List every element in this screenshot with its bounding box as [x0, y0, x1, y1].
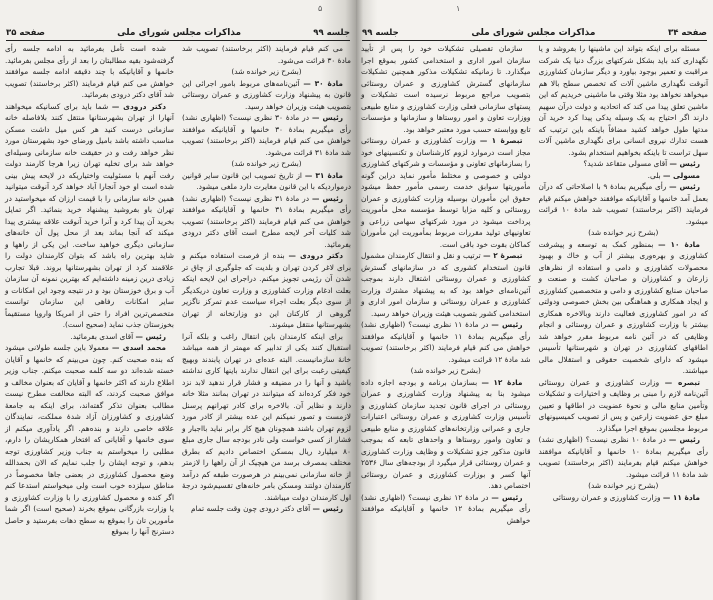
- paragraph-text: بلی.: [647, 170, 664, 180]
- speaker-label: مادهٔ ۳۰ —: [303, 78, 343, 88]
- paragraph-text: رأی میگیریم بمادهٔ ۹ با اصلاحاتی که درآن بعمل آمد خانمها و آقایانیکه موافقند خواهش میکنم قیام فرمایند (اکثر برخاستند) تصویب شد مادهٔ ۱۰ قرائت میشود.: [538, 182, 709, 226]
- speaker-label: رئیس —: [668, 435, 700, 444]
- paragraph-text: آئین‌نامه‌های مربوط بامور اجرائی این قانون به پیشنهاد وزارت کشاورزی و عمران روستائی بتصویب هیئت وزیران خواهد رسید.: [182, 78, 351, 111]
- page-header: [362, 24, 707, 41]
- stage-direction: [182, 158, 351, 170]
- speaker-paragraph: [182, 250, 351, 331]
- paragraph-text: (بشرح زیر خوانده شد): [588, 228, 659, 237]
- speaker-label: دکتر درودی —: [111, 101, 167, 111]
- stage-direction: [539, 480, 709, 492]
- speaker-paragraph: [539, 170, 709, 182]
- session-number: جلسه ۹۹: [313, 28, 350, 38]
- stage-direction: [182, 66, 351, 78]
- text-column: [539, 43, 709, 526]
- speaker-label: رئیس —: [312, 504, 343, 513]
- paragraph-text: سازمان تفصیلی تشکیلات خود را پس از تأیید سازمان امور اداری و استخدامی کشور بموقع اجرا میگذارد. تا زمانیکه تشکیلات مذکور همچنین تشکیلات سازمانهای گسترش کشاورزی و عمران روستائی بتصویب مراجع مربوط نرسیده است تشکیلات و پستهای سازمانی فعلی وزارت کشاورزی و منابع طبیعی ووزارت تعاون و امور روستاها و سازمانها و مؤسسات تابع ووابسته حسب مورد معتبر خواهد بود.: [361, 44, 531, 134]
- text-column: [5, 43, 174, 538]
- paragraph-text: وزارت کشاورزی و عمران روستائی مجاز است درموارد لزوم کارشناسان و تکنسینهای خود را بسازمانهای تعاونی و مؤسسات و شرکتهای کشاورزی دولتی و خصوصی و مختلط مأمور نماید دراین گونه مأموریتها سوابق خدمت رسمی مأمور حفظ میشود حقوق این مأموران بوسیله وزارت کشاورزی و عمران روستائی و کلیه مزایا توسط مؤسسه محل مأموریت پرداخت میشود در مورد شرکتهای سهامی زراعی و تعاونیهای تولید مقررات مربوط بمأموریت این مأموران کماکان بقوت خود باقی است.: [361, 136, 531, 249]
- paragraph-text: بمنظور کمک به توسعه و پیشرفت کشاورزی و بهره‌وری بیشتر از آب و خاك و بهبود محصولات کشاورزی و دامی و استفاده از نظرهای زارعان و کشاورزان و صاحبان کشت و صنعت و صاحبان صنایع کشاورزی و دامی و متخصصین کشاورزی و ایجاد همکاری و هماهنگی بین بخش خصوصی ودولتی که در امور کشاورزی فعالیت دارند وبالاخره همکاری بیشتر با وزارت کشاورزی و عمران روستائی و انجام وظایفی که در آئین نامه مربوط مقرر خواهد شد اطاقهای کشاورزی در تهران و شهرستانها تأسیس میشود که دارای شخصیت حقوقی و استقلال مالی میباشند.: [538, 239, 708, 375]
- paragraph-text: می کنم قیام فرمایند (اکثر برخاستند) تصویب شد مادهٔ ۳۰ قرائت می‌شود.: [182, 44, 351, 65]
- running-title: مذاکرات مجلس شورای ملی: [117, 28, 242, 38]
- paragraph: [182, 331, 351, 504]
- paragraph-text: وزارت کشاورزی و عمران روستائی آئین‌نامه لازم را مبنی بر وظایف و اختیارات و تشکیلات وتأمین منابع مالی و نحوهٔ عضویت در اطاقها و تعیین مبلغ حق عضویت زارعین و پس از تصویب کمیسیونهای مربوط مجلسین بموقع اجرا میگذارد.: [538, 377, 708, 433]
- speaker-label: رئیس —: [311, 193, 343, 203]
- page-number: صفحه ۳۴: [668, 28, 707, 38]
- speaker-paragraph: [182, 503, 351, 515]
- speaker-paragraph: [5, 342, 174, 538]
- speaker-label: مسولی —: [663, 170, 700, 180]
- text-column: [361, 43, 531, 526]
- speaker-paragraph: [361, 319, 531, 365]
- paragraph-text: در مادهٔ ۳۰ نظری نیست؟ (اظهاری نشد) رأی میگیریم بمادهٔ ۳۰ خانمها و آقایانیکه موافقند خواهش می کنم قیام فرمایند (اکثر برخاستند) تصویب شد مادهٔ ۳۱ قرائت می‌شود.: [182, 113, 351, 157]
- page-number: صفحه ۳۵: [6, 28, 45, 38]
- paragraph-text: بنده از فرصت استفاده میکنم و برای لاغر کردن تهران و بلدیت که جلوگیری از چاق تر شدن آن رژیمی تجویز میکنم. دراجرای این لایحه اینکه بعلت ادغام وزارت کشاورزی و وزارت تعاون دریکدیگر از سوی دیگر بعلت اجراء سیاست عدم تمرکز ناگزیر گروهی از کارکنان این دو وزارتخانه از تهران بشهرستانها منتقل میشوند.: [182, 251, 351, 329]
- text-column: [182, 43, 351, 538]
- paragraph-text: در مادهٔ ۱۲ نظری نیست؟ (اظهاری نشد) رأی میگیریم بمادهٔ ۱۲ خانمها و آقایانیکه موافقند خواهش: [361, 492, 531, 525]
- paragraph: [361, 43, 531, 135]
- speaker-paragraph: [539, 181, 709, 227]
- speaker-paragraph: [182, 193, 351, 251]
- speaker-label: مادهٔ ۱۱ —: [662, 492, 700, 502]
- speaker-label: تبصرهٔ ۲ —: [483, 251, 523, 260]
- paragraph-text: مسئله برای اینکه بتواند این ماشینها را بفروشد و یا نگهداری کند باید بشکل شرکتهای بزرگ دنیا یک شرکت مراقبت و تعمیر بوجود بیاورد و دیگر سازمان کشاورزی آنوقت نگهداری ماشین آلات که تخصص سطح بالا هم میخواهد نخواهد بود مثلا وقتی ما ماشینی خریدیم که این ماشین تعلق پیدا می کند که اتحادیه و دولت درآن سهیم دارند اگر احتیاج به یک وسیله یدکی پیدا کرد خرید آن مدتها طول خواهد کشید مضافاً باینکه باین ترتیب که هست تدارك نیروی انسانی برای نگهداری ماشین آلات سهل تراست تا باینکه بخواهیم استخدام بشود.: [538, 44, 708, 157]
- page-folio-mark: ۱: [456, 4, 461, 13]
- session-number: جلسه ۹۹: [362, 28, 399, 38]
- right-page: [356, 0, 713, 600]
- speaker-label: دکتر درودی —: [288, 251, 343, 260]
- page-folio-mark: ۵: [318, 4, 323, 13]
- speaker-label: تبصره —: [664, 377, 701, 387]
- paragraph-text: ترتیب و نقل و انتقال کارمندان مشمول قانون استخدام کشوری که در سازمانهای گسترش کشاورزی و عمران روستائی اشتغال دارند بموجب آئین‌نامه‌ای خواهد بود که به پیشنهاد مشترك وزارت کشاورزی و عمران روستائی و سازمان امور اداری و استخدامی کشور بتصویب هیئت وزیران خواهد رسید.: [361, 251, 531, 318]
- text-columns: [5, 43, 351, 538]
- speaker-label: مادهٔ ۱۰ —: [658, 239, 700, 249]
- speaker-paragraph: [361, 250, 531, 319]
- paragraph-text: معمولا باین جلسه طولانی میشود که بنده صحبت کنم. چون می‌بینم که خانمها و آقایان خسته شده‌اند دو سه کلمه صحبت میکنم. جناب وزیر اطلاع دارند که اکثر خانمها و آقایان که بعنوان مخالف و موافق صحبت کردند، که البته مخالفت مطرح نیست مطالب بعنوان تذکر گفته‌اند، برای اینکه به جامعهٔ کشاورزی و کشاورزان آزاد شدهٔ مملکت، نمایندگان علاقه خاصی دارند و بنده‌هم. اگر یادآوری میکنم از سوی خانمها و آقایانی که افتخار همکاریشان را دارم، مطلبی را میخواستم به جناب وزیر کشاورزی توجه بدهم، و توجه ایشان را جلب نمایم که الان بحمدالله وضع محصول کشاورزی در بعضی جاها مخصوصاً در مناطق سیلزده خوب است ولی میخواستم استدعا کنم اگر کنده و محصول کشاورزی را با وزارت کشاورزی و یا وزارت بازرگانی بموقع بخرند (صحیح است) اگر شما مأمورین تان را بموقع به سطح دهات بفرستید و حاصل دسترنج آنها را بموقع: [5, 343, 174, 536]
- speaker-paragraph: [5, 101, 174, 331]
- paragraph-text: در مادهٔ ۱۱ نظری نیست؟ (اظهاری نشد) رأی میگیریم بمادهٔ ۱۱ خانمها و آقایانیکه موافقند خواهش می کنم قیام فرمایند (اکثر برخاستند) تصویب شد مادهٔ ۱۲ قرائت میشود.: [361, 320, 531, 364]
- paragraph-text: شده است تأمل بفرمائید به ادامه جلسه رأی گرفته‌شود بقیه مطالبتان را بعد از رأی مجلس بفرمائید. خانمها و آقایانیکه با چند دقیقه ادامه جلسه موافقند خواهش می کنم قیام فرمایند (اکثر برخاستند) تصویب شد آقای دکتر درودی بفرمائید.: [5, 44, 174, 99]
- speaker-label: رئیس —: [491, 492, 523, 502]
- paragraph: [5, 43, 174, 101]
- speaker-paragraph: [539, 492, 709, 504]
- left-page: [0, 0, 356, 600]
- paragraph-text: در مادهٔ ۱۰ نظری نیست؟ (اظهاری نشد) رأی میگیریم بمادهٔ ۱۰ خانمها و آقایانیکه موافقند خواهش میکنم قیام بفرمایند (اکثر برخاستند) تصویب شد مادهٔ ۱۱ قرائت میشود.: [538, 435, 708, 479]
- speaker-paragraph: [182, 78, 351, 113]
- paragraph-text: (بشرح زیر خوانده شد): [231, 67, 302, 76]
- speaker-label: رئیس —: [135, 331, 166, 341]
- paragraph-text: آقای مسولی متقاعد شدید؟: [583, 159, 670, 168]
- speaker-paragraph: [5, 331, 174, 343]
- speaker-paragraph: [361, 135, 531, 250]
- paragraph-text: در مادهٔ ۳۱ نظری نیست؟ (اظهاری نشد) رأی میگیریم بمادهٔ ۳۱ خانمها و آقایانیکه موافقند خواهش می کنم قیام فرمایند (اکثر برخاستند) تصویب شد کلیات آخر لایحه مطرح است آقای دکتر درودی بفرمائید.: [182, 193, 351, 249]
- paragraph-text: (بشرح زیر خوانده شد): [588, 481, 659, 490]
- speaker-paragraph: [361, 377, 531, 492]
- speaker-label: رئیس —: [669, 182, 700, 191]
- speaker-paragraph: [182, 112, 351, 158]
- paragraph-text: (بشرح زیر خوانده شد): [410, 366, 481, 375]
- speaker-label: رئیس —: [491, 320, 523, 329]
- speaker-label: رئیس —: [311, 113, 343, 122]
- page-header: [6, 24, 350, 41]
- speaker-paragraph: [539, 239, 709, 377]
- paragraph-text: بسازمان برنامه و بودجه اجازه داده میشود بنا به پیشنهاد وزارت کشاورزی و عمران روستائی در اجرای قانون تجدید سازمان کشاورزی و تأسیس وزارت کشاورزی و عمران روستائی اعتبارات جاری و عمرانی وزارتخانه‌های کشاورزی و منابع طبیعی و تعاون وامور روستاها و واحدهای تابعه که بموجب قانون مذکور جزو تشکیلات و وظایف وزارت کشاورزی و عمران روستائی قرار میگیرد از بودجه‌های سال ۲۵۳۶ آنها کسر و بوزارت کشاورزی و عمران روستائی اختصاص دهد.: [361, 377, 531, 490]
- paragraph: [539, 43, 709, 158]
- text-columns: [361, 43, 708, 526]
- speaker-paragraph: [182, 170, 351, 193]
- paragraph-text: (بشرح زیر خوانده شد): [231, 159, 302, 168]
- paragraph: [182, 43, 351, 66]
- speaker-label: مادهٔ ۱۲ —: [481, 377, 523, 387]
- paragraph-text: از تاریخ تصویب این قانون سایر قوانین درمواردیکه با این قانون مغایرت دارد ملغی میشود.: [182, 170, 351, 191]
- paragraph-text: وزارت کشاورزی و عمران روستائی: [552, 492, 663, 502]
- paragraph-text: آقای دکتر درودی چون وقت جلسه تمام: [190, 504, 313, 513]
- paragraph-text: آقای اسدی بفرمائید.: [70, 331, 136, 341]
- paragraph-text: شما باید برای کسانیکه میخواهند آنهارا از تهران بشهرستانها منتقل کنند بلافاصله خانه سازمانی درست کنید هر کس میل داشت مسکن مناسب داشته باشد بامیل ورضای خود بشهرستان مورد نظر خواهد رفت و در حقیقت خانه سازمانی وسیله‌ای خواهد شد برای تخلیه تهران زیرا هرجا کارمند دولت رفت آنهم با مسئولیت واختیاریکه در لایحه پیش بینی شده است او خود آنجارا آباد خواهد کرد آنوقت میتوانید همین خانه سازمانی را با قیمت ارزان که میخواستید در تهران باو بفروشید پیشنهاد خرید بنمائید. اگر تمایل بخرید آن پیدا کرد و آنرا خرید آنوقت علاقه بیشتری پیدا میکند که آنجا بماند بعد از محل پول آن خانه‌های سازمانی دیگری خواهید ساخت. این یکی از راهها و شاید بهترین راه باشد که بتوان کارمندان دولت را علاقمند کرد از تهران بشهرستانها بروند. قبلا تجارب زیادی درین زمینه داشته‌ایم که بهترین نمونه آن سازمان آب و برق خوزستان بود و در نتیجه وجود این امکانات و سایر امکانات رفاهی این سازمان توانست متخصص‌ترین افراد را حتی از امریکا واروپا مستقیماً بخوزستان جذب نماید (صحیح است).: [5, 101, 174, 329]
- speaker-label: محمد اسدی —: [111, 343, 166, 352]
- speaker-paragraph: [539, 158, 709, 170]
- speaker-paragraph: [539, 377, 709, 435]
- speaker-label: تبصرهٔ ۱ —: [479, 136, 523, 145]
- speaker-paragraph: [361, 492, 531, 527]
- paragraph-text: برای اینکه کارمندان باین انتقال راغب و بلکه آنرا استقبال کنند یکی از تدابیر که مهمتر از همه میباشد خانهٔ سازمانیست. البته عده‌ای در تهران پابندند وبهیچ کیفیتی رغبت برای این انتقال ندارند باینها کاری نداشته باشید و آنها را در مضیقه و فشار قرار ندهید لابد نزد خود فکر کرده‌اند که میتوانند در تهران بمانند مثلا خانه دارند و نظایر آن. بالاخره برای کادر تهرانهم پرسنل لازمست و تصور نمیکنم این عده بیشتر از کادر مورد لزوم تهران باشند همچونان هیچ کار برابر نباید بااجبار و فشار از کسی خواست ولی نادر بودجه سال جاری مبلغ ۸۰ میلیارد ریال بمسکن اختصاص دادیم که بطرق مختلف بمصرف برسد من هیچیک از آن راهها را لازمتر از خانه سازمانی نمی‌بینم در هرصورت طبقه کم درآمد کارمندان دولتند ومسکن بامر خانه‌های تقسیم‌شود درجهٔ اول کارمندان دولت میباشند.: [182, 331, 351, 502]
- speaker-paragraph: [539, 434, 709, 480]
- speaker-label: رئیس —: [669, 159, 700, 168]
- speaker-label: مادهٔ ۳۱ —: [304, 170, 343, 180]
- stage-direction: [361, 365, 531, 377]
- running-title: مذاکرات مجلس شورای ملی: [471, 28, 596, 38]
- stage-direction: [539, 227, 709, 239]
